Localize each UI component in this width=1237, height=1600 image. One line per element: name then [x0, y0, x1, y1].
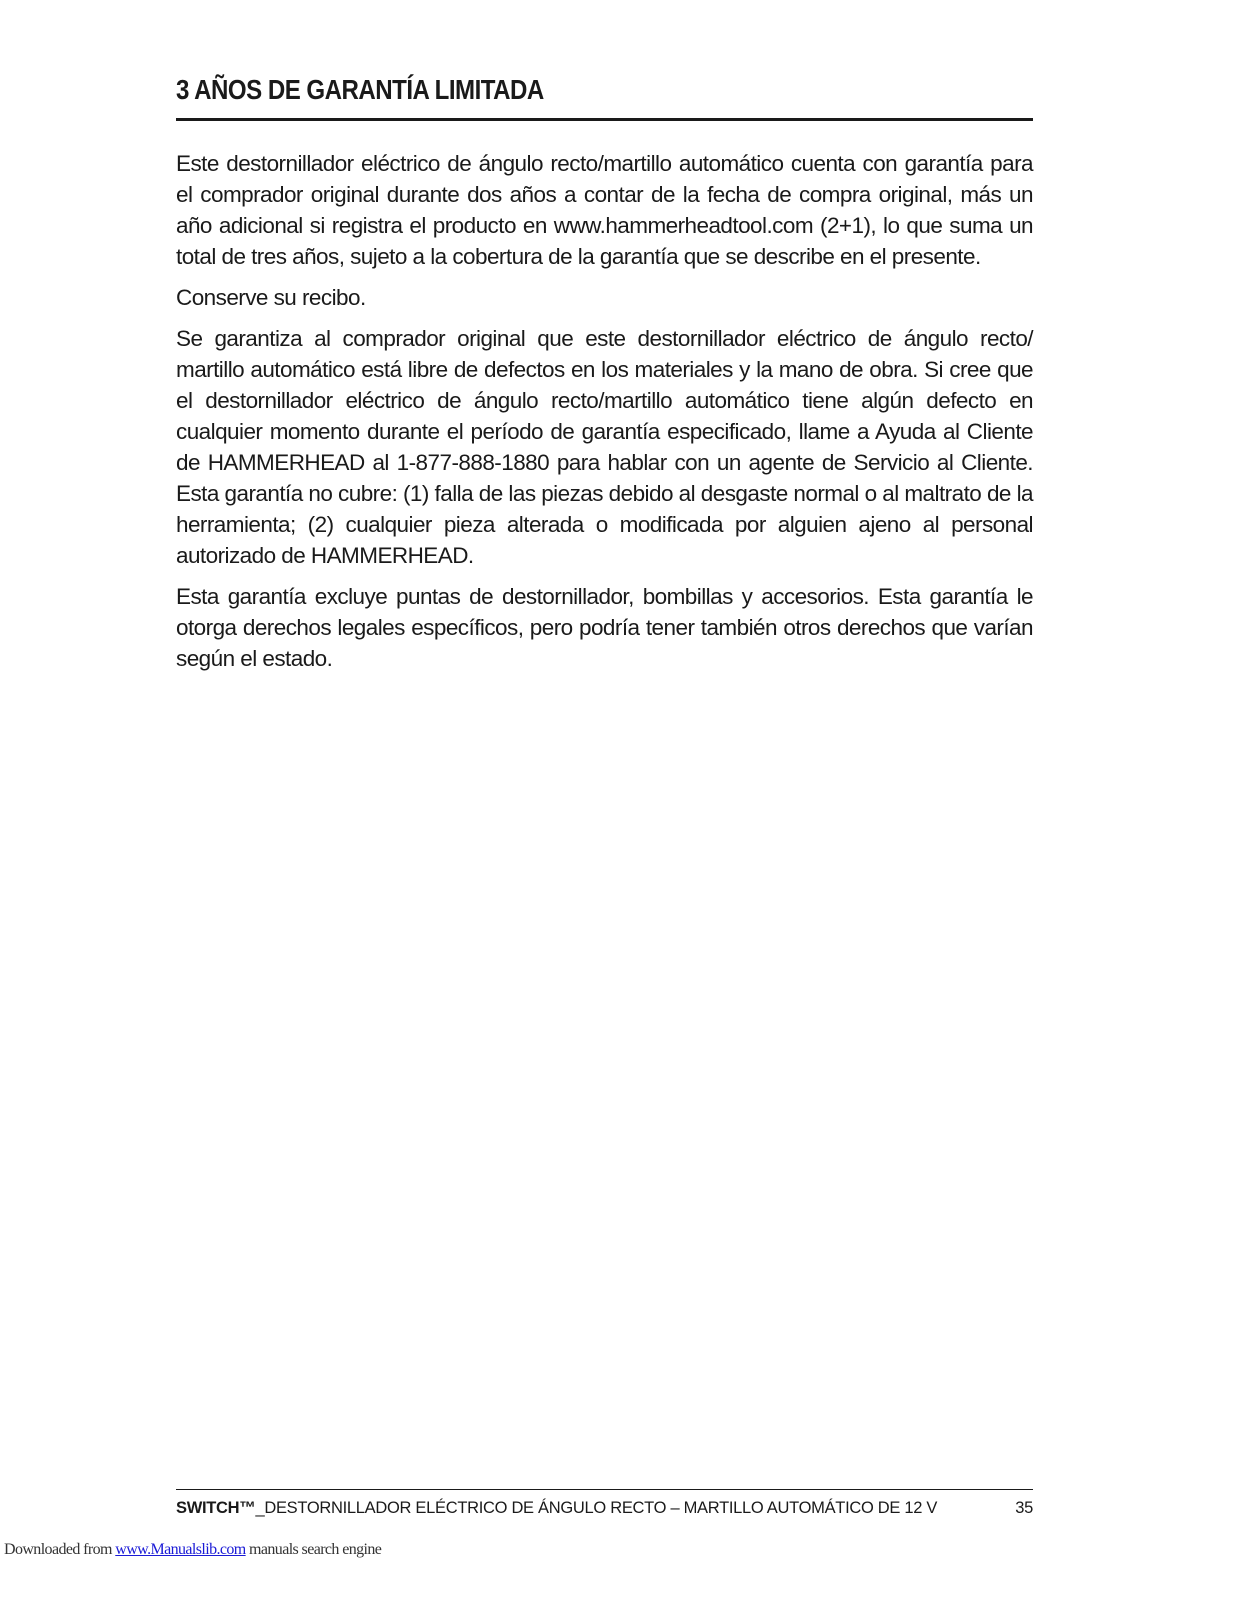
warranty-paragraph-exclusions: Esta garantía excluye puntas de destornillador, bombillas y accesorios. Esta garantía le otorga derechos legales específicos, pero podría tener también otros derechos que varían según el estado.: [176, 584, 1033, 671]
title-divider: [176, 118, 1033, 121]
warranty-paragraph-defects: Se garantiza al comprador original que este destornillador eléctrico de ángulo recto/ martillo automático está libre de defectos en los materiales y la mano de obra. Si cree que el destornillador eléctrico de ángulo recto/martillo automático tiene algún defecto en cualquier momento durante el período de garantía especificado, llame a Ayuda al Cliente de HAMMERHEAD al 1-877-888-1880 para hablar con un agente de Servicio al Cliente. Esta garantía no cubre: (1) falla de las piezas debido al desgaste normal o al maltrato de la herramienta; (2) cualquier pieza alterada o modificada por alguien ajeno al personal autorizado de HAMMERHEAD.: [176, 326, 1033, 568]
warranty-paragraph-receipt: Conserve su recibo.: [176, 285, 366, 310]
download-watermark: [4, 1541, 381, 1559]
footer-brand: SWITCH™: [176, 1499, 256, 1517]
footer-product-title: _DESTORNILLADOR ELÉCTRICO DE ÁNGULO RECTO – MARTILLO AUTOMÁTICO DE 12 V: [255, 1499, 938, 1517]
page-number: 35: [1015, 1499, 1033, 1517]
warranty-body: [176, 148, 1033, 684]
footer-divider: [176, 1489, 1033, 1490]
download-suffix: manuals search engine: [245, 1541, 382, 1558]
manualslib-link[interactable]: www.Manualslib.com: [115, 1541, 246, 1558]
manual-page: [176, 0, 1033, 1600]
page-title: 3 AÑOS DE GARANTÍA LIMITADA: [176, 74, 544, 105]
warranty-paragraph-coverage: Este destornillador eléctrico de ángulo recto/martillo automático cuenta con garantía para el comprador original durante dos años a contar de la fecha de compra original, más un año adicional si registra el producto en www.hammerheadtool.com (2+1), lo que suma un total de tres años, sujeto a la cobertura de la garantía que se describe en el presente.: [176, 151, 1033, 269]
page-footer: [176, 1497, 1033, 1519]
download-prefix: Downloaded from: [4, 1541, 116, 1558]
